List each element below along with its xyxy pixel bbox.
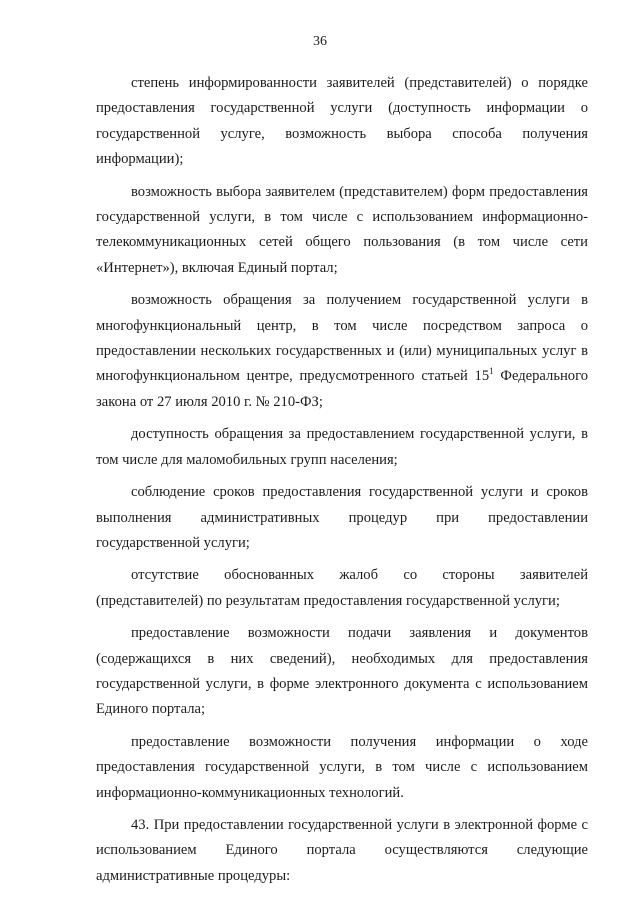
paragraph-deadlines: соблюдение сроков предоставления государственной услуги и сроков выполнения административных процедур при предоставлении государственной услуги; [96,484,588,551]
paragraph-mfc-access-tail: Федерального закона от 27 июля 2010 г. № 210-ФЗ; [96,368,589,410]
paragraph-electronic-submission: предоставление возможности подачи заявления и документов (содержащихся в них сведений), необходимых для предоставления государственной услуги, в форме электронного документа с использованием Единого портала; [96,625,588,718]
paragraph-progress-info: предоставление возможности получения информации о ходе предоставления государственной услуги, в том числе с использованием информационно-коммуникационных технологий. [96,733,588,801]
paragraph-section-43: 43. При предоставлении государственной услуги в электронной форме с использованием Единого портала осуществляются следующие административные процедуры: [96,816,588,884]
paragraph-choice-of-form: возможность выбора заявителем (представителем) форм предоставления государственной услуги, в том числе с использованием информационно- телекоммуникационных сетей общего пользования (в том числе сети «Интернет»), включая Единый портал; [96,183,588,276]
paragraph-informedness: степень информированности заявителей (представителей) о порядке предоставления государственной услуги (доступность информации о государственной услуге, возможность выбора способа получения информации); [96,75,588,168]
page-number: 36 [313,34,327,49]
paragraph-mfc-access [96,288,588,415]
paragraph-no-complaints: отсутствие обоснованных жалоб со стороны заявителей (представителей) по результатам предоставления государственной услуги; [96,567,588,609]
paragraph-accessibility: доступность обращения за предоставлением государственной услуги, в том числе для маломобильных групп населения; [96,426,588,468]
document-body [96,71,588,889]
paragraph-mfc-access-text: возможность обращения за получением государственной услуги в многофункциональный центр, в том числе посредством запроса о предоставлении нескольких государственных и (или) муниципальных услуг в многофункциональном центре, предусмотренного статьей 15 [96,292,588,385]
article-superscript: 1 [489,366,494,377]
